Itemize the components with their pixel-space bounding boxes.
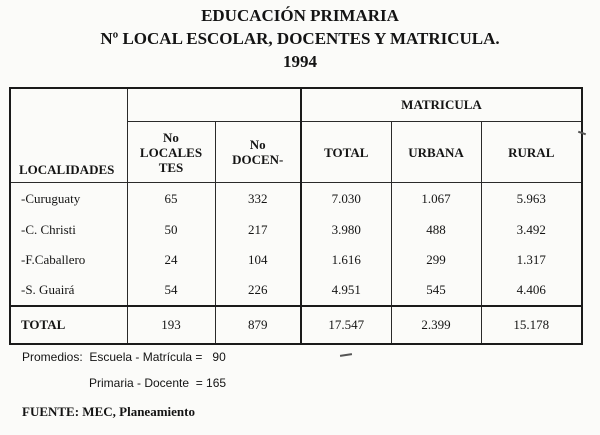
header-docentes: No DOCEN- xyxy=(215,122,301,183)
header-urbana: URBANA xyxy=(391,122,481,183)
cell-total: 1.616 xyxy=(301,245,391,275)
cell-rural: 4.406 xyxy=(481,275,582,306)
cell-localidad: -C. Christi xyxy=(10,215,127,245)
header-total: TOTAL xyxy=(301,122,391,183)
source-note: FUENTE: MEC, Planeamiento xyxy=(22,404,195,419)
table-row xyxy=(10,275,582,306)
cell-docentes: 104 xyxy=(215,245,301,275)
cell-total: 4.951 xyxy=(301,275,391,306)
cell-locales: 54 xyxy=(127,275,215,306)
header-blank xyxy=(127,88,301,122)
title-line-1: EDUCACIÓN PRIMARIA xyxy=(201,6,399,25)
cell-docentes: 226 xyxy=(215,275,301,306)
cell-urbana: 545 xyxy=(391,275,481,306)
header-rural: RURAL xyxy=(481,122,582,183)
title-year: 1994 xyxy=(283,52,317,71)
cell-localidad: -F.Caballero xyxy=(10,245,127,275)
table-row xyxy=(10,245,582,275)
cell-docentes: 217 xyxy=(215,215,301,245)
cell-locales: 24 xyxy=(127,245,215,275)
cell-rural: 5.963 xyxy=(481,183,582,216)
cell-rural: 3.492 xyxy=(481,215,582,245)
table-row xyxy=(10,215,582,245)
promedios-line-1: Promedios: Escuela - Matrícula = 90 xyxy=(22,350,226,364)
cell-docentes: 879 xyxy=(215,306,301,344)
cell-docentes: 332 xyxy=(215,183,301,216)
title-line-2: Nº LOCAL ESCOLAR, DOCENTES Y MATRICULA. xyxy=(100,29,500,48)
promedios-line-2: Primaria - Docente = 165 xyxy=(89,376,227,390)
cell-urbana: 299 xyxy=(391,245,481,275)
cell-localidad: -Curuguaty xyxy=(10,183,127,216)
cell-rural: 15.178 xyxy=(481,306,582,344)
header-matricula: MATRICULA xyxy=(301,88,582,122)
cell-total-label: TOTAL xyxy=(10,306,127,344)
table-row xyxy=(10,183,582,216)
cell-locales: 50 xyxy=(127,215,215,245)
cell-total: 7.030 xyxy=(301,183,391,216)
cell-localidad: -S. Guairá xyxy=(10,275,127,306)
header-locales: No LOCALES TES xyxy=(127,122,215,183)
cell-total: 17.547 xyxy=(301,306,391,344)
cell-locales: 65 xyxy=(127,183,215,216)
matricula-table xyxy=(9,87,583,345)
scan-mark xyxy=(340,353,352,357)
cell-total: 3.980 xyxy=(301,215,391,245)
header-localidades: LOCALIDADES xyxy=(10,88,127,183)
cell-locales: 193 xyxy=(127,306,215,344)
cell-rural: 1.317 xyxy=(481,245,582,275)
cell-urbana: 1.067 xyxy=(391,183,481,216)
total-row xyxy=(10,306,582,344)
cell-urbana: 488 xyxy=(391,215,481,245)
cell-urbana: 2.399 xyxy=(391,306,481,344)
